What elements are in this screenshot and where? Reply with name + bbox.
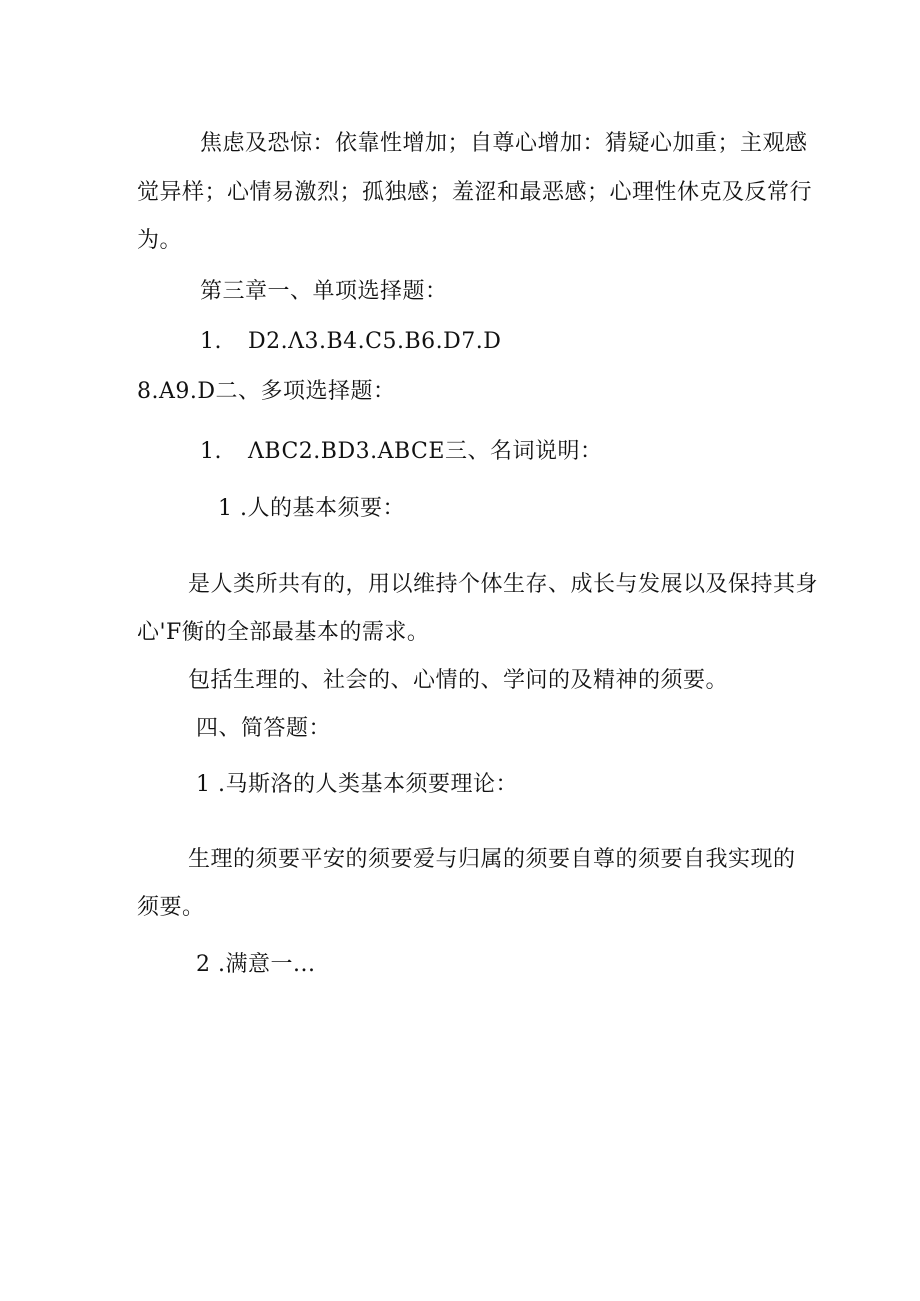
maslow-heading: 1 .马斯洛的人类基本须要理论： — [196, 772, 518, 797]
short-answer-heading: 四、简答题： — [196, 716, 332, 741]
definition-line-2: 心'F衡的全部最基本的需求。 — [137, 620, 430, 645]
paragraph-anxiety-line-2: 觉异样；心情易激烈；孤独感；羞涩和最恶感；心理性休克及反常行 — [137, 180, 813, 205]
paragraph-anxiety-line-1: 焦虑及恐惊：依靠性增加；自尊心增加：猜疑心加重；主观感 — [200, 131, 808, 156]
maslow-answer-line-1: 生理的须要平安的须要爱与归属的须要自尊的须要自我实现的 — [188, 847, 796, 872]
definition-line-3: 包括生理的、社会的、心情的、学问的及精神的须要。 — [188, 668, 729, 693]
definition-line-1: 是人类所共有的，用以维持个体生存、成长与发展以及保持其身 — [188, 572, 819, 597]
chapter-three-heading: 第三章一、单项选择题： — [200, 279, 448, 304]
paragraph-anxiety-line-3: 为。 — [137, 228, 183, 253]
single-choice-answers-line-1 — [200, 327, 501, 357]
list-number: 1. — [200, 439, 222, 464]
term-heading-basic-needs: 1 .人的基本须要： — [218, 496, 405, 521]
satisfaction-heading: 2 .满意一... — [196, 952, 316, 977]
single-choice-answers-line-2: 8.A9.D二、多项选择题： — [137, 379, 396, 404]
multi-choice-answers — [200, 437, 602, 467]
answer-text: D2.Λ3.B4.C5.B6.D7.D — [248, 329, 502, 354]
list-number: 1. — [200, 329, 222, 354]
maslow-answer-line-2: 须要。 — [137, 895, 205, 920]
answer-text: ΛBC2.BD3.ABCE三、名词说明： — [248, 439, 603, 464]
